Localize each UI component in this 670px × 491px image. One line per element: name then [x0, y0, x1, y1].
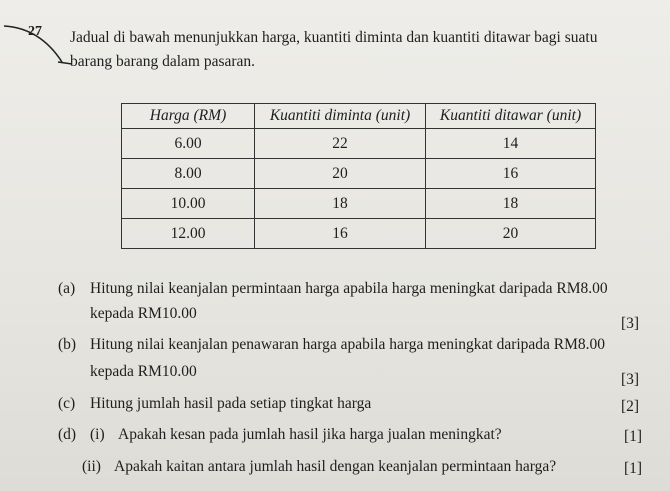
table-row [122, 129, 596, 159]
part-d-i-text: Apakah kesan pada jumlah hasil jika harga jualan meningkat? [118, 426, 502, 443]
part-d-ii-marks: [1] [624, 460, 643, 477]
part-c-marks: [2] [621, 398, 640, 415]
part-c-text: Hitung jumlah hasil pada setiap tingkat harga [90, 395, 372, 412]
cell-diminta: 20 [255, 159, 426, 189]
table-header-row [122, 104, 596, 129]
part-b-label: (b) [58, 336, 77, 353]
table-row [122, 219, 596, 249]
price-quantity-table [121, 103, 596, 249]
part-a-line-2: kepada RM10.00 [90, 305, 197, 322]
header-kuantiti-ditawar: Kuantiti ditawar (unit) [426, 104, 596, 129]
part-b-line-2: kepada RM10.00 [90, 363, 197, 380]
part-a-marks: [3] [621, 315, 640, 332]
intro-line-2: barang barang dalam pasaran. [70, 53, 256, 70]
cell-diminta: 16 [255, 219, 426, 249]
cell-ditawar: 14 [426, 129, 596, 159]
question-number: 27 [28, 24, 42, 39]
part-d-ii-text: Apakah kaitan antara jumlah hasil dengan keanjalan permintaan harga? [114, 458, 557, 475]
table-row [122, 189, 596, 219]
part-a-line-1: Hitung nilai keanjalan permintaan harga apabila harga meningkat daripada RM8.00 [90, 280, 608, 297]
part-c-label: (c) [58, 395, 76, 412]
cell-ditawar: 18 [426, 189, 596, 219]
cell-ditawar: 20 [426, 219, 596, 249]
part-d-i-marks: [1] [624, 428, 643, 445]
part-b-line-1: Hitung nilai keanjalan penawaran harga apabila harga meningkat daripada RM8.00 [90, 336, 606, 353]
cell-harga: 6.00 [122, 129, 255, 159]
part-d-label: (d) [58, 426, 77, 443]
cell-diminta: 18 [255, 189, 426, 219]
part-d-i-label: (i) [90, 426, 105, 443]
intro-line-1: Jadual di bawah menunjukkan harga, kuantiti diminta dan kuantiti ditawar bagi suatu [70, 29, 598, 46]
cell-ditawar: 16 [426, 159, 596, 189]
cell-diminta: 22 [255, 129, 426, 159]
question-intro [70, 26, 650, 74]
cell-harga: 10.00 [122, 189, 255, 219]
part-b-marks: [3] [621, 371, 640, 388]
cell-harga: 8.00 [122, 159, 255, 189]
part-a-label: (a) [58, 280, 76, 297]
part-d-ii-label: (ii) [82, 458, 101, 475]
cell-harga: 12.00 [122, 219, 255, 249]
header-kuantiti-diminta: Kuantiti diminta (unit) [255, 104, 426, 129]
table-row [122, 159, 596, 189]
header-harga: Harga (RM) [122, 104, 255, 129]
